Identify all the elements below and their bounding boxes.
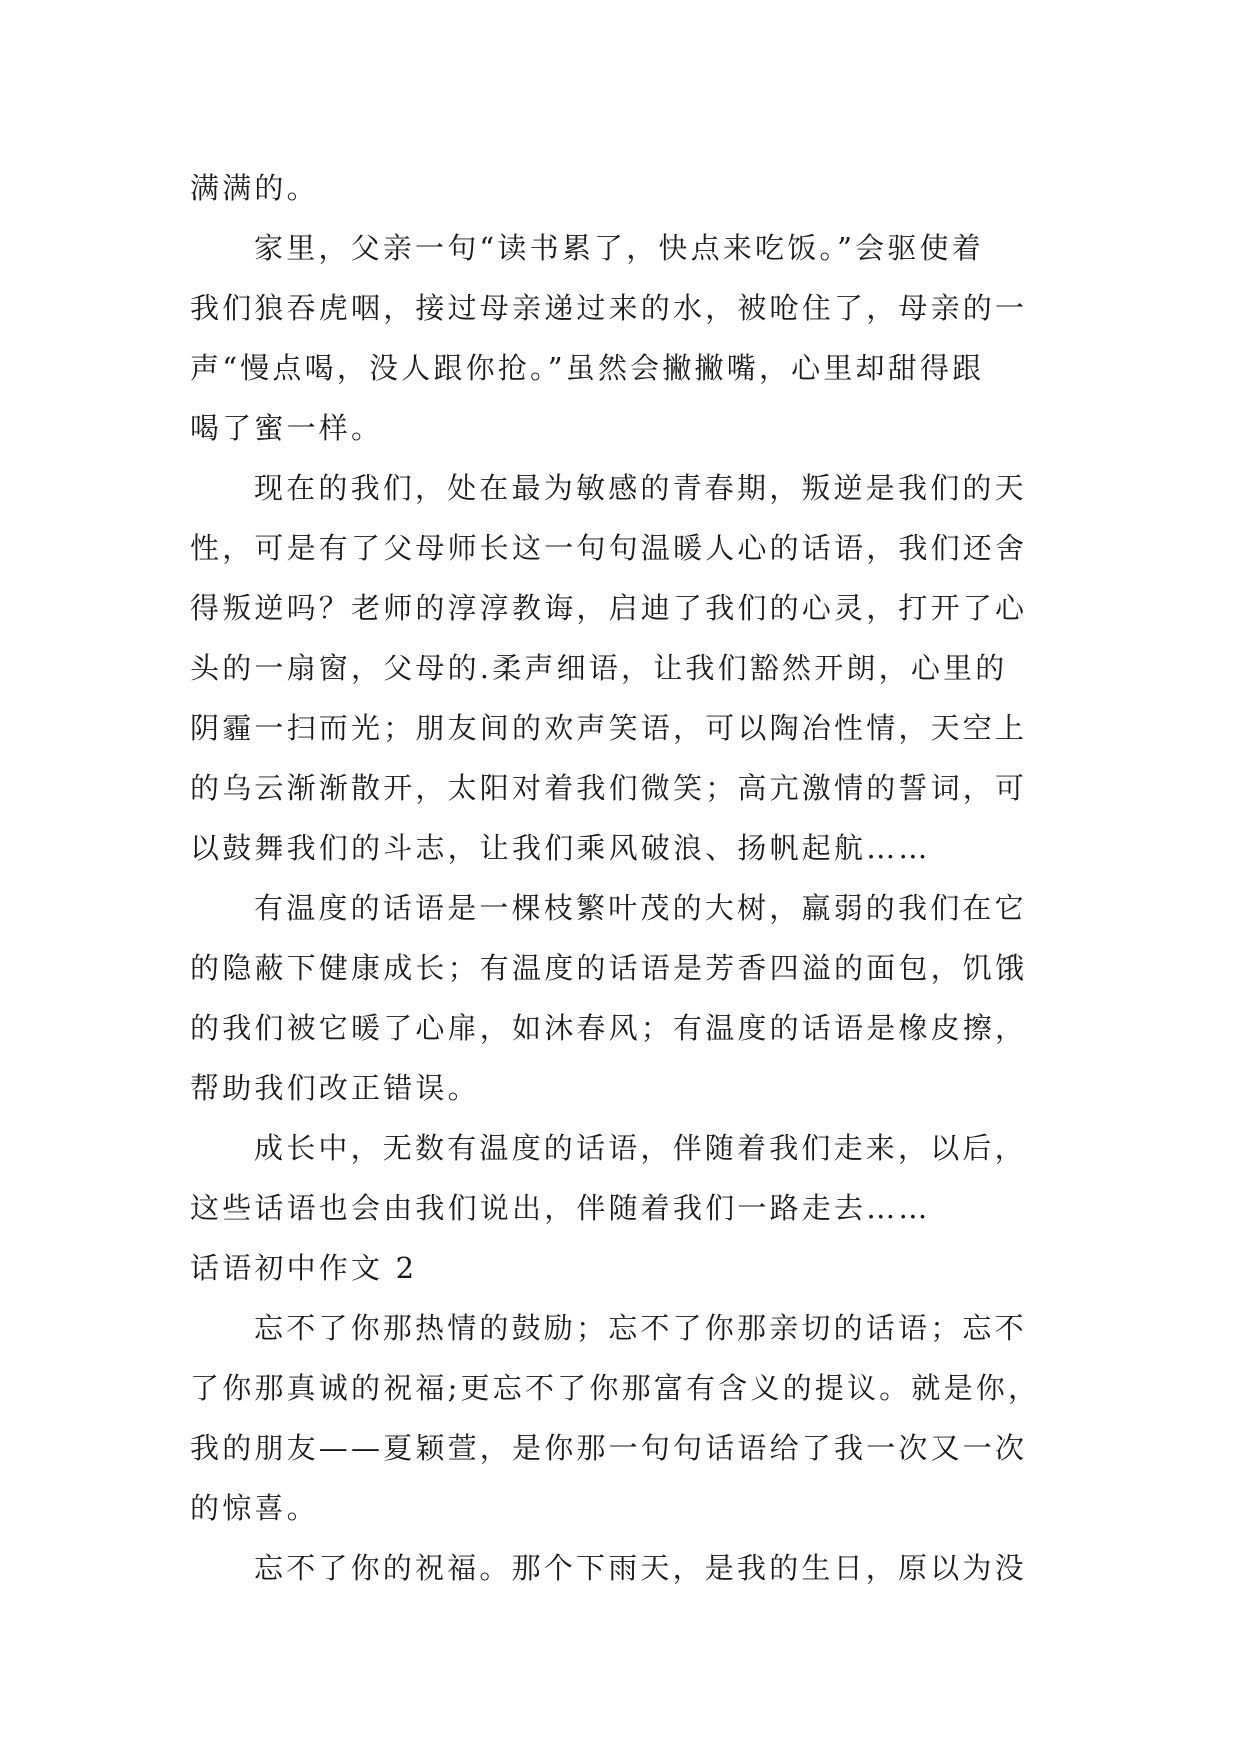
text-line: 成长中，无数有温度的话语，伴随着我们走来，以后，	[254, 1131, 1027, 1165]
essay-heading: 话语初中作文 2	[190, 1251, 418, 1285]
text-line: 声“慢点喝，没人跟你抢。”虽然会撇撇嘴，心里却甜得跟	[190, 351, 985, 385]
text-line: 喝了蜜一样。	[190, 411, 384, 445]
text-line: 的隐蔽下健康成长；有温度的话语是芳香四溢的面包，饥饿	[190, 951, 1028, 985]
text-line: 有温度的话语是一棵枝繁叶茂的大树，羸弱的我们在它	[254, 891, 1027, 925]
text-line: 性，可是有了父母师长这一句句温暖人心的话语，我们还舍	[190, 531, 1028, 565]
text-line: 这些话语也会由我们说出，伴随着我们一路走去……	[190, 1191, 931, 1225]
text-line: 家里，父亲一句“读书累了，快点来吃饭。”会驱使着	[254, 231, 984, 265]
text-line: 以鼓舞我们的斗志，让我们乘风破浪、扬帆起航……	[190, 831, 931, 865]
text-line: 的我们被它暖了心扉，如沐春风；有温度的话语是橡皮擦，	[190, 1011, 1028, 1045]
text-line: 忘不了你那热情的鼓励；忘不了你那亲切的话语；忘不	[254, 1311, 1027, 1345]
text-line: 的惊喜。	[190, 1491, 319, 1525]
text-line: 的乌云渐渐散开，太阳对着我们微笑；高亢激情的誓词，可	[190, 771, 1028, 805]
essay-body-2	[190, 1298, 1070, 1598]
text-line: 了你那真诚的祝福;更忘不了你那富有含义的提议。就是你，	[190, 1371, 1041, 1405]
text-line: 得叛逆吗？老师的淳淳教诲，启迪了我们的心灵，打开了心	[190, 591, 1028, 625]
text-line: 阴霾一扫而光；朋友间的欢声笑语，可以陶冶性情，天空上	[190, 711, 1028, 745]
essay-body	[190, 158, 1070, 1238]
text-line: 满满的。	[190, 171, 319, 205]
text-line: 现在的我们，处在最为敏感的青春期，叛逆是我们的天	[254, 471, 1027, 505]
text-line: 忘不了你的祝福。那个下雨天，是我的生日，原以为没	[254, 1551, 1027, 1585]
text-line: 我们狼吞虎咽，接过母亲递过来的水，被呛住了，母亲的一	[190, 291, 1028, 325]
text-line: 帮助我们改正错误。	[190, 1071, 480, 1105]
text-line: 头的一扇窗，父母的.柔声细语，让我们豁然开朗，心里的	[190, 651, 1008, 685]
text-line: 我的朋友——夏颖萱，是你那一句句话语给了我一次又一次	[190, 1431, 1028, 1465]
document-page	[190, 158, 1070, 1598]
